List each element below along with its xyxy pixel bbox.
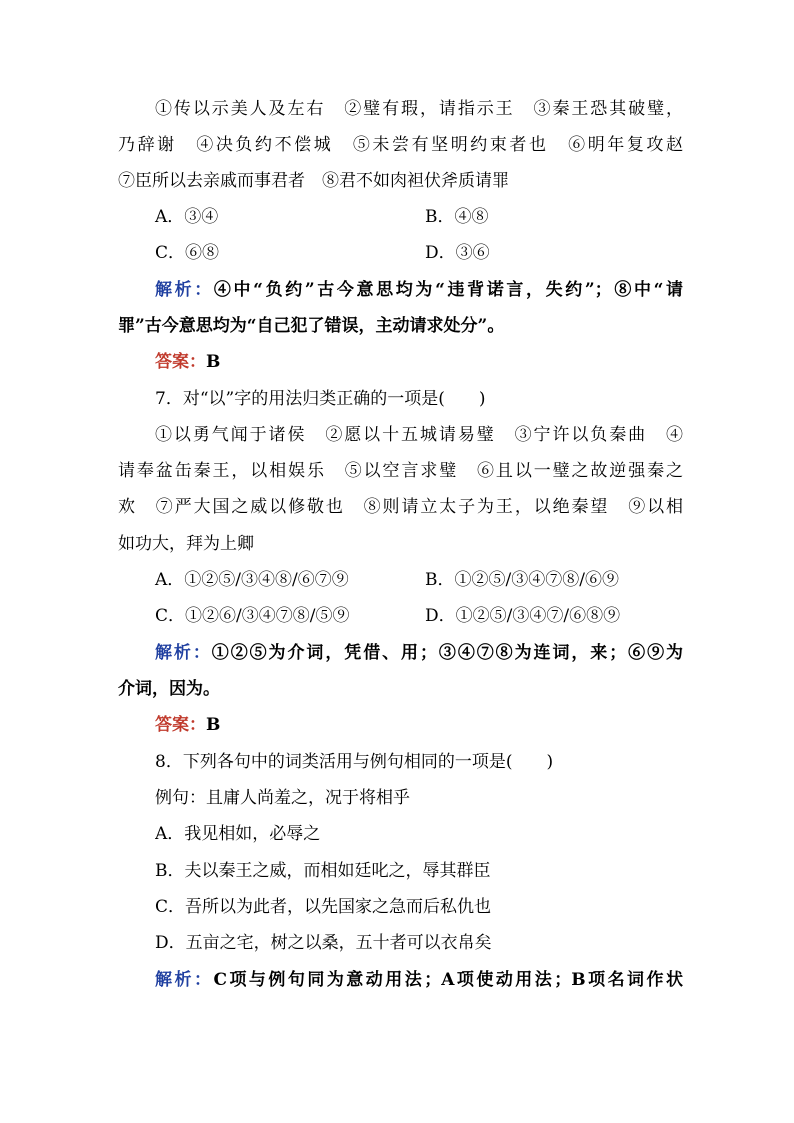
q7-text-line-2: 请奉盆缶秦王，以相娱乐 ⑤以空言求璧 ⑥且以一璧之故逆强秦之 [118,461,683,481]
q6-option-b[interactable]: B．④⑧ [425,207,489,227]
q6-text-line-1: ①传以示美人及左右 ②璧有瑕，请指示王 ③秦王恐其破璧， [155,99,683,119]
q6-text-line-2: 乃辞谢 ④决负约不偿城 ⑤未尝有坚明约束者也 ⑥明年复攻赵 [118,135,683,155]
analysis-label: 解析： [155,280,214,300]
q8-option-d[interactable]: D．五亩之宅，树之以桑，五十者可以衣帛矣 [155,933,492,953]
answer-label: 答案： [155,352,206,372]
q8-analysis-line-1 [155,968,683,992]
q7-analysis-line-2: 介词，因为。 [118,679,220,699]
q6-analysis-line-2: 罪”古今意思均为“自己犯了错误，主动请求处分”。 [118,316,505,336]
q6-text-line-3: ⑦臣所以去亲戚而事君者 ⑧君不如肉袒伏斧质请罪 [118,171,509,191]
answer-value: B [206,352,221,372]
q8-option-c[interactable]: C．吾所以为此者，以先国家之急而后私仇也 [155,897,492,917]
analysis-text: ①②⑤为介词，凭借、用；③④⑦⑧为连词，来；⑥⑨为 [211,643,683,663]
q6-answer [155,350,683,374]
q8-option-b[interactable]: B．夫以秦王之威，而相如廷叱之，辱其群臣 [155,861,491,881]
q6-option-d[interactable]: D．③⑥ [425,243,490,263]
answer-value: B [206,715,221,735]
q7-text-line-3: 欢 ⑦严大国之威以修敬也 ⑧则请立太子为王，以绝秦望 ⑨以相 [118,497,683,517]
q7-text-line-4: 如功大，拜为上卿 [118,534,254,554]
q8-option-a[interactable]: A．我见相如，必辱之 [155,824,321,844]
q7-option-b[interactable]: B．①②⑤/③④⑦⑧/⑥⑨ [425,570,619,590]
q7-option-a[interactable]: A．①②⑤/③④⑧/⑥⑦⑨ [155,570,349,590]
q7-option-c[interactable]: C．①②⑥/③④⑦⑧/⑤⑨ [155,606,350,626]
q7-analysis-line-1 [155,641,683,665]
answer-label: 答案： [155,715,206,735]
q7-option-d[interactable]: D．①②⑤/③④⑦/⑥⑧⑨ [425,606,621,626]
q8-stem: 8．下列各句中的词类活用与例句相同的一项是( ) [155,752,554,772]
q8-example: 例句：且庸人尚羞之，况于将相乎 [155,788,410,808]
analysis-text: ④中“负约”古今意思均为“违背诺言，失约”；⑧中“请 [213,280,683,300]
q7-answer [155,713,683,737]
q6-option-c[interactable]: C．⑥⑧ [155,243,220,263]
q7-stem: 7．对“以”字的用法归类正确的一项是( ) [155,389,486,409]
q7-text-line-1: ①以勇气闻于诸侯 ②愿以十五城请易璧 ③宁许以负秦曲 ④ [155,425,683,445]
analysis-text: C项与例句同为意动用法；A项使动用法；B项名词作状 [213,970,683,990]
analysis-label: 解析： [155,643,212,663]
q6-option-a[interactable]: A．③④ [155,207,219,227]
q6-analysis-line-1 [155,278,683,302]
analysis-label: 解析： [155,970,214,990]
